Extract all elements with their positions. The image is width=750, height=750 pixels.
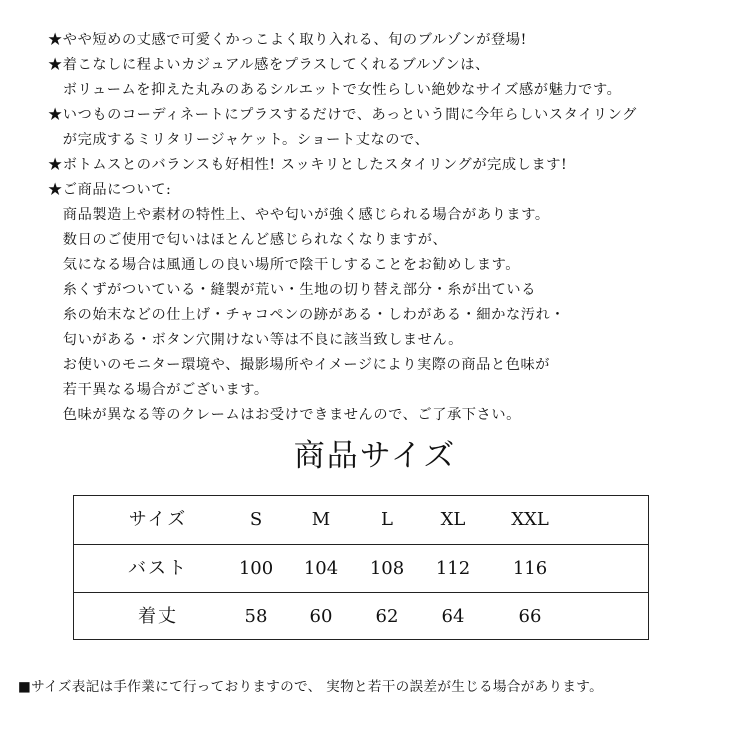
table-cell: 66 (518, 606, 542, 627)
description-line: 糸くずがついている・縫製が荒い・生地の切り替え部分・糸が出ている (48, 282, 536, 298)
description-line: 糸の始末などの仕上げ・チャコペンの跡がある・しわがある・細かな汚れ・ (48, 307, 566, 323)
description-line: ★やや短めの丈感で可愛くかっこよく取り入れる、旬のブルゾンが登場! (48, 32, 527, 48)
description-line: お使いのモニター環境や、撮影場所やイメージにより実際の商品と色味が (48, 357, 551, 373)
size-table (73, 495, 649, 640)
description-line: 匂いがある・ボタン穴開けない等は不良に該当致しません。 (48, 332, 463, 348)
description-line: が完成するミリタリージャケット。ショート丈なので、 (48, 132, 430, 148)
description-line: ボリュームを抑えた丸みのあるシルエットで女性らしい絶妙なサイズ感が魅力です。 (48, 82, 622, 98)
size-section-title: 商品サイズ (293, 438, 457, 474)
size-header-cell: L (381, 509, 393, 530)
description-line: 若干異なる場合がございます。 (48, 382, 269, 398)
size-header-cell: M (311, 509, 331, 530)
size-header-cell: XL (440, 509, 466, 530)
description-line: 数日のご使用で匂いはほとんど感じられなくなりますが、 (48, 232, 448, 248)
description-line: 色味が異なる等のクレームはお受けできませんので、ご了承下さい。 (48, 407, 521, 423)
description-line: ★いつものコーディネートにプラスするだけで、あっという間に今年らしいスタイリング (48, 107, 637, 123)
table-cell: 58 (244, 606, 268, 627)
table-cell: 60 (309, 606, 333, 627)
description-line: 商品製造上や素材の特性上、やや匂いが強く感じられる場合があります。 (48, 207, 550, 223)
description-line: ★ボトムスとのバランスも好相性! スッキリとしたスタイリングが完成します! (48, 157, 568, 173)
table-cell: 104 (303, 558, 339, 579)
table-cell: 116 (512, 558, 548, 579)
size-disclaimer-note: ■サイズ表記は手作業にて行っておりますので、 実物と若干の誤差が生じる場合があります。 (18, 679, 603, 695)
row-label-length: 着丈 (138, 606, 178, 627)
table-cell: 62 (375, 606, 399, 627)
description-line: ★ご商品について: (48, 182, 172, 198)
size-header-cell: S (249, 509, 263, 530)
size-header-label: サイズ (128, 509, 188, 530)
table-cell: 64 (441, 606, 465, 627)
description-line: ★着こなしに程よいカジュアル感をプラスしてくれるブルゾンは、 (48, 57, 490, 73)
table-cell: 108 (369, 558, 405, 579)
table-cell: 112 (435, 558, 471, 579)
size-table-row-bust (74, 544, 648, 593)
table-cell: 100 (238, 558, 274, 579)
size-table-row-length (74, 592, 648, 641)
size-header-cell: XXL (511, 509, 549, 530)
row-label-bust: バスト (128, 558, 188, 579)
size-table-header-row (74, 496, 648, 544)
description-line: 気になる場合は風通しの良い場所で陰干しすることをお勧めします。 (48, 257, 521, 273)
